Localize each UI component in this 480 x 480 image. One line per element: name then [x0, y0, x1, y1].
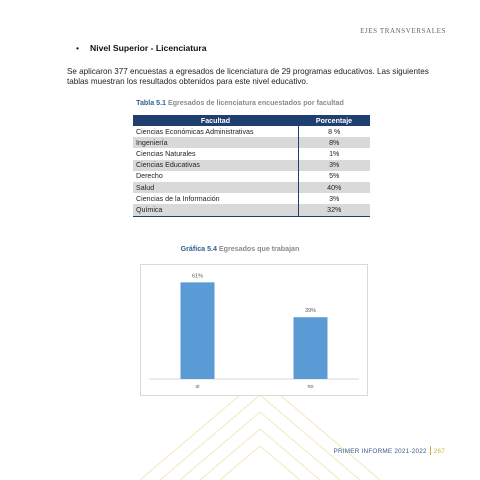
table-cell-faculty: Ciencias Educativas [133, 160, 298, 171]
footer-separator [430, 446, 431, 455]
table-header-row [133, 115, 370, 126]
table-cell-percentage: 40% [298, 182, 370, 193]
table-cell-percentage: 1% [298, 148, 370, 159]
x-tick-label-si: si [195, 384, 200, 390]
table-row [133, 137, 370, 148]
bar-si [181, 282, 215, 379]
footer-report-title: PRIMER INFORME 2021-2022 [333, 448, 427, 455]
section-bullet-heading [76, 43, 207, 53]
chart-caption-number: Gráfica 5.4 [180, 245, 217, 253]
page-footer [334, 446, 446, 455]
table-caption [0, 99, 480, 107]
table-cell-percentage: 5% [298, 171, 370, 182]
table-cell-percentage: 32% [298, 204, 370, 216]
table-cell-percentage: 3% [298, 193, 370, 204]
data-label-no: 39% [304, 308, 317, 315]
table-header-percentage: Porcentaje [298, 115, 370, 126]
page-number: 267 [433, 448, 445, 455]
table-cell-faculty: Ciencias Económicas Administrativas [133, 126, 298, 137]
section-header: EJES TRANSVERSALES [360, 27, 446, 35]
table-cell-faculty: Derecho [133, 171, 298, 182]
chart-svg [141, 265, 367, 395]
x-tick-label-no: no [307, 384, 314, 390]
employment-bar-chart [140, 264, 368, 396]
table-cell-faculty: Salud [133, 182, 298, 193]
table-row [133, 182, 370, 193]
table-row [133, 204, 370, 216]
table-row [133, 171, 370, 182]
table-row [133, 160, 370, 171]
chart-caption [0, 245, 480, 253]
table-cell-faculty: Ciencias de la Información [133, 193, 298, 204]
table-cell-faculty: Química [133, 204, 298, 216]
table-cell-faculty: Ingeniería [133, 137, 298, 148]
table-cell-faculty: Ciencias Naturales [133, 148, 298, 159]
bullet-symbol: • [76, 43, 80, 53]
table-row [133, 148, 370, 159]
table-caption-number: Tabla 5.1 [136, 99, 167, 107]
chart-caption-text: Egresados que trabajan [216, 245, 300, 253]
table-cell-percentage: 3% [298, 160, 370, 171]
table-header-faculty: Facultad [133, 115, 298, 126]
table-row [133, 126, 370, 137]
bar-no [294, 317, 328, 379]
table-row [133, 193, 370, 204]
table-caption-text: Egresados de licenciatura encuestados por facultad [166, 99, 344, 107]
faculty-table [133, 115, 370, 217]
intro-paragraph: Se aplicaron 377 encuestas a egresados de licenciatura de 29 programas educativos. Las siguientes tablas muestran los resultados obtenidos para este nivel educativo. [67, 67, 429, 86]
table-cell-percentage: 8 % [298, 126, 370, 137]
bullet-title: Nivel Superior - Licenciatura [90, 43, 207, 53]
table-cell-percentage: 8% [298, 137, 370, 148]
data-label-si: 61% [191, 273, 204, 280]
